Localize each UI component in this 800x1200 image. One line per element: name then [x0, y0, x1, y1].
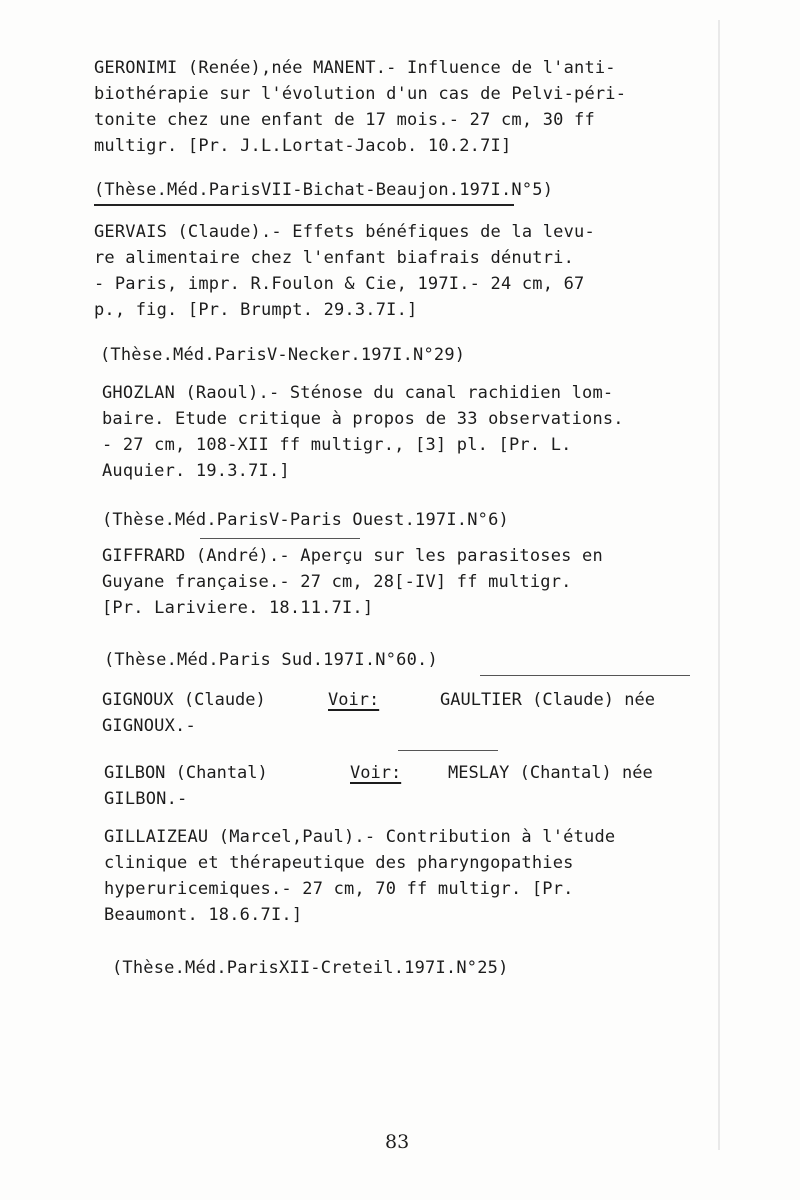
entry-line: GHOZLAN (Raoul).- Sténose du canal rachidien lom- — [102, 383, 614, 403]
entry-line: biothérapie sur l'évolution d'un cas de Pelvi-péri- — [94, 84, 627, 104]
thesis-reference: (Thèse.Méd.ParisV-Paris Ouest.197I.N°6) — [102, 510, 509, 530]
entry-gillaizeau — [104, 824, 734, 928]
entry-line: - Paris, impr. R.Foulon & Cie, 197I.- 24 cm, 67 — [94, 274, 585, 294]
entry-line: GILLAIZEAU (Marcel,Paul).- Contribution à l'étude — [104, 827, 616, 847]
separator-line — [480, 675, 690, 676]
entry-line: hyperuricemiques.- 27 cm, 70 ff multigr. [Pr. — [104, 879, 574, 899]
thesis-reference: (Thèse.Méd.ParisVII-Bichat-Beaujon.197I.N°5) — [94, 180, 554, 200]
entry-line: p., fig. [Pr. Brumpt. 29.3.7I.] — [94, 300, 418, 320]
voir-label: Voir: — [328, 690, 380, 710]
entry-line: GERVAIS (Claude).- Effets bénéfiques de la levu- — [94, 222, 595, 242]
thesis-underline — [94, 204, 514, 206]
page-number: 83 — [385, 1131, 410, 1153]
entry-ghozlan — [102, 380, 732, 484]
see-entry-target: MESLAY (Chantal) née — [448, 763, 653, 783]
see-entry-name: GILBON (Chantal) — [104, 763, 268, 783]
see-entry-target: GAULTIER (Claude) née — [440, 690, 655, 710]
see-entry-continuation: GILBON.- — [104, 789, 188, 809]
see-entry-name: GIGNOUX (Claude) — [102, 690, 266, 710]
separator-line — [398, 750, 498, 751]
entry-line: - 27 cm, 108-XII ff multigr., [3] pl. [Pr. L. — [102, 435, 572, 455]
entry-giffrard — [102, 543, 732, 621]
entry-line: Beaumont. 18.6.7I.] — [104, 905, 303, 925]
see-reference-gilbon — [104, 760, 724, 786]
entry-geronimi — [94, 55, 724, 159]
see-reference-gignoux — [102, 687, 722, 713]
entry-line: Auquier. 19.3.7I.] — [102, 461, 290, 481]
separator-line — [200, 538, 360, 539]
voir-label: Voir: — [350, 763, 402, 783]
entry-line: multigr. [Pr. J.L.Lortat-Jacob. 10.2.7I] — [94, 136, 512, 156]
entry-line: [Pr. Lariviere. 18.11.7I.] — [102, 598, 374, 618]
thesis-reference: (Thèse.Méd.ParisV-Necker.197I.N°29) — [100, 345, 466, 365]
entry-line: GERONIMI (Renée),née MANENT.- Influence de l'anti- — [94, 58, 616, 78]
entry-gervais — [94, 219, 724, 323]
thesis-reference: (Thèse.Méd.ParisXII-Creteil.197I.N°25) — [112, 958, 509, 978]
entry-line: Guyane française.- 27 cm, 28[-IV] ff multigr. — [102, 572, 572, 592]
entry-line: baire. Etude critique à propos de 33 observations. — [102, 409, 624, 429]
see-entry-continuation: GIGNOUX.- — [102, 716, 196, 736]
thesis-reference: (Thèse.Méd.Paris Sud.197I.N°60.) — [104, 650, 438, 670]
entry-line: GIFFRARD (André).- Aperçu sur les parasitoses en — [102, 546, 603, 566]
entry-line: clinique et thérapeutique des pharyngopathies — [104, 853, 574, 873]
entry-line: tonite chez une enfant de 17 mois.- 27 cm, 30 ff — [94, 110, 595, 130]
entry-line: re alimentaire chez l'enfant biafrais dénutri. — [94, 248, 575, 268]
